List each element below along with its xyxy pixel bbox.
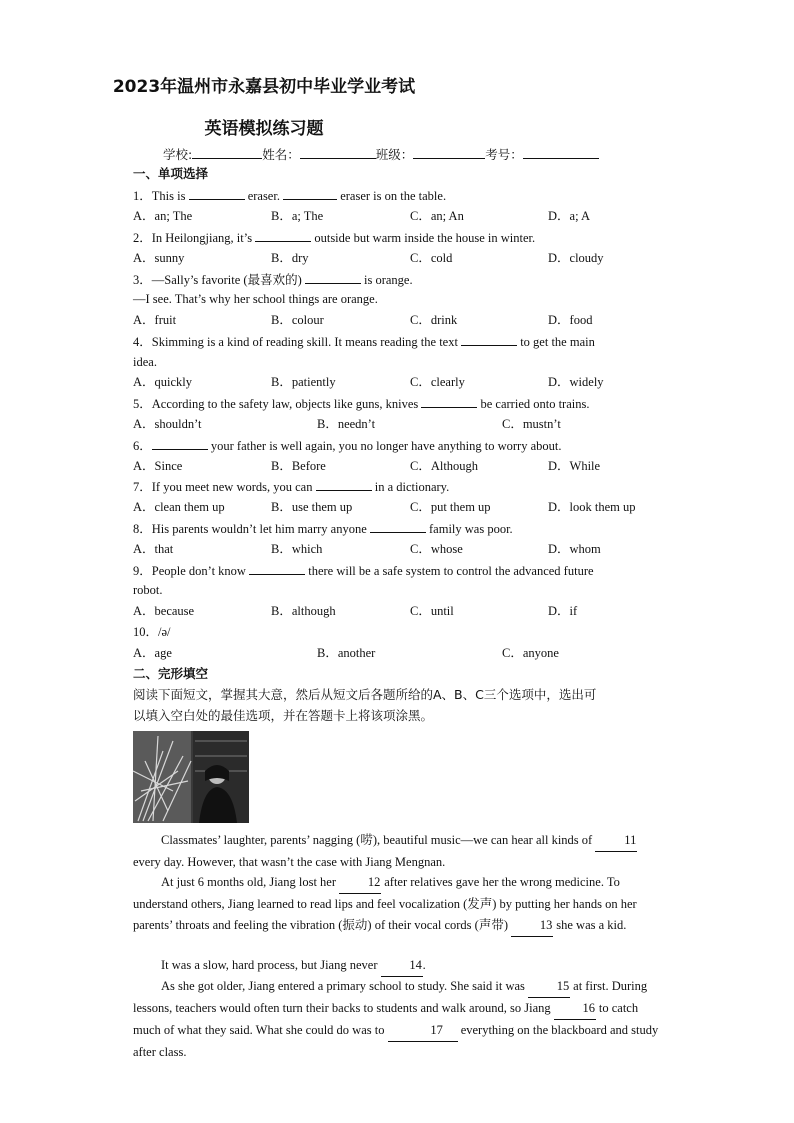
section-heading-single-choice: 一、单项选择 [133, 166, 209, 181]
option-a: A．because [133, 604, 195, 618]
photo-illustration [133, 731, 249, 823]
section-heading-cloze: 二、完形填空 [133, 666, 209, 681]
option-d: D．While [548, 459, 601, 473]
answer-blank [255, 229, 311, 242]
option-b: B．Before [271, 459, 326, 473]
option-a: A．shouldn’t [133, 417, 202, 431]
option-a: A．that [133, 542, 174, 556]
question-4: 4．Skimming is a kind of reading skill. It means reading the text to get the main [133, 335, 595, 349]
page-title: 2023年温州市永嘉县初中毕业学业考试 [112, 77, 416, 97]
answer-blank [461, 333, 517, 346]
option-d: D．cloudy [548, 251, 604, 265]
name-label: 姓名： [262, 147, 300, 162]
question-5: 5．According to the safety law, objects like guns, knives be carried onto trains. [133, 397, 590, 411]
passage-paragraph-1: Classmates’ laughter, parents’ nagging (唠), beautiful music—we can hear all kinds of 11 every day. However, that wasn’t the case with Jiang Mengnan. [133, 830, 661, 873]
cloze-blank-16[interactable]: 16 [554, 998, 596, 1020]
question-4-continued: idea. [133, 355, 157, 369]
school-field[interactable] [192, 145, 262, 159]
answer-blank [152, 437, 208, 450]
cloze-blank-15[interactable]: 15 [528, 976, 570, 998]
cloze-blank-12[interactable]: 12 [339, 872, 381, 894]
option-d: D．look them up [548, 500, 636, 514]
option-c: C．until [410, 604, 454, 618]
question-9: 9．People don’t know there will be a safe system to control the advanced future [133, 564, 594, 578]
passage-paragraph-4: As she got older, Jiang entered a primary school to study. She said it was 15 at first. During lessons, teachers would often turn their backs to students and walk around, so Jiang 16 to catch much of what they said. What she could do was to 17 everything on the blackboard and study after class. [133, 976, 661, 1063]
question-3: 3．—Sally’s favorite (最喜欢的) is orange. [133, 273, 413, 287]
option-c: C．clearly [410, 375, 465, 389]
option-c: C．cold [410, 251, 453, 265]
question-1: 1．This is eraser. eraser is on the table. [133, 189, 447, 203]
option-b: B．colour [271, 313, 324, 327]
option-d: D．if [548, 604, 578, 618]
option-c: C．put them up [410, 500, 491, 514]
option-c: C．anyone [502, 646, 559, 660]
cloze-blank-11[interactable]: 11 [595, 830, 637, 852]
question-10: 10．/ə/ [133, 625, 171, 639]
question-7: 7．If you meet new words, you can in a dictionary. [133, 480, 450, 494]
option-d: D．a; A [548, 209, 591, 223]
class-field[interactable] [413, 145, 485, 159]
option-d: D．food [548, 313, 593, 327]
answer-blank [316, 478, 372, 491]
student-info-line [163, 145, 599, 163]
option-b: B．a; The [271, 209, 324, 223]
option-b: B．use them up [271, 500, 353, 514]
cloze-blank-14[interactable]: 14 [381, 955, 423, 977]
exam-number-label: 考号： [485, 147, 523, 162]
passage-paragraph-2: At just 6 months old, Jiang lost her 12 after relatives gave her the wrong medicine. To understand others, Jiang learned to read lips and feel vocalization (发声) by putting her hands on her parents’ throats and feeling the vibration (振动) of their vocal cords (声带) 13 she was a kid. [133, 872, 661, 937]
answer-blank [249, 562, 305, 575]
answer-blank [305, 271, 361, 284]
option-c: C．an; An [410, 209, 464, 223]
option-b: B．patiently [271, 375, 336, 389]
option-c: C．mustn’t [502, 417, 561, 431]
school-label: 学校: [163, 147, 193, 162]
instruction-line-1: 阅读下面短文，掌握其大意，然后从短文后各题所给的A、B、C三个选项中，选出可 [133, 687, 597, 702]
question-3-dialogue: —I see. That’s why her school things are orange. [133, 292, 378, 306]
option-a: A．sunny [133, 251, 185, 265]
class-label: 班级： [375, 147, 414, 162]
option-a: A．fruit [133, 313, 177, 327]
option-c: C．Although [410, 459, 479, 473]
question-2: 2．In Heilongjiang, it’s outside but warm inside the house in winter. [133, 231, 536, 245]
option-b: B．needn’t [317, 417, 376, 431]
instruction-line-2: 以填入空白处的最佳选项，并在答题卡上将该项涂黑。 [133, 708, 434, 723]
option-b: B．another [317, 646, 376, 660]
article-photo [133, 731, 249, 823]
question-6: 6． your father is well again, you no longer have anything to worry about. [133, 439, 562, 453]
option-a: A．Since [133, 459, 183, 473]
question-9-continued: robot. [133, 583, 163, 597]
option-b: B．which [271, 542, 323, 556]
name-field[interactable] [300, 145, 376, 159]
answer-blank [370, 520, 426, 533]
option-d: D．whom [548, 542, 601, 556]
exam-number-field[interactable] [523, 145, 599, 159]
page-subtitle: 英语模拟练习题 [204, 119, 324, 139]
answer-blank [283, 187, 337, 200]
option-c: C．whose [410, 542, 463, 556]
cloze-blank-17[interactable]: 17 [388, 1020, 458, 1042]
option-a: A．age [133, 646, 172, 660]
option-d: D．widely [548, 375, 604, 389]
option-b: B．dry [271, 251, 309, 265]
answer-blank [189, 187, 245, 200]
option-a: A．quickly [133, 375, 193, 389]
cloze-blank-13[interactable]: 13 [511, 915, 553, 937]
answer-blank [421, 395, 477, 408]
option-c: C．drink [410, 313, 458, 327]
option-a: A．an; The [133, 209, 193, 223]
question-8: 8．His parents wouldn’t let him marry anyone family was poor. [133, 522, 513, 536]
passage-paragraph-3: It was a slow, hard process, but Jiang never 14. [133, 955, 661, 977]
option-b: B．although [271, 604, 336, 618]
option-a: A．clean them up [133, 500, 225, 514]
